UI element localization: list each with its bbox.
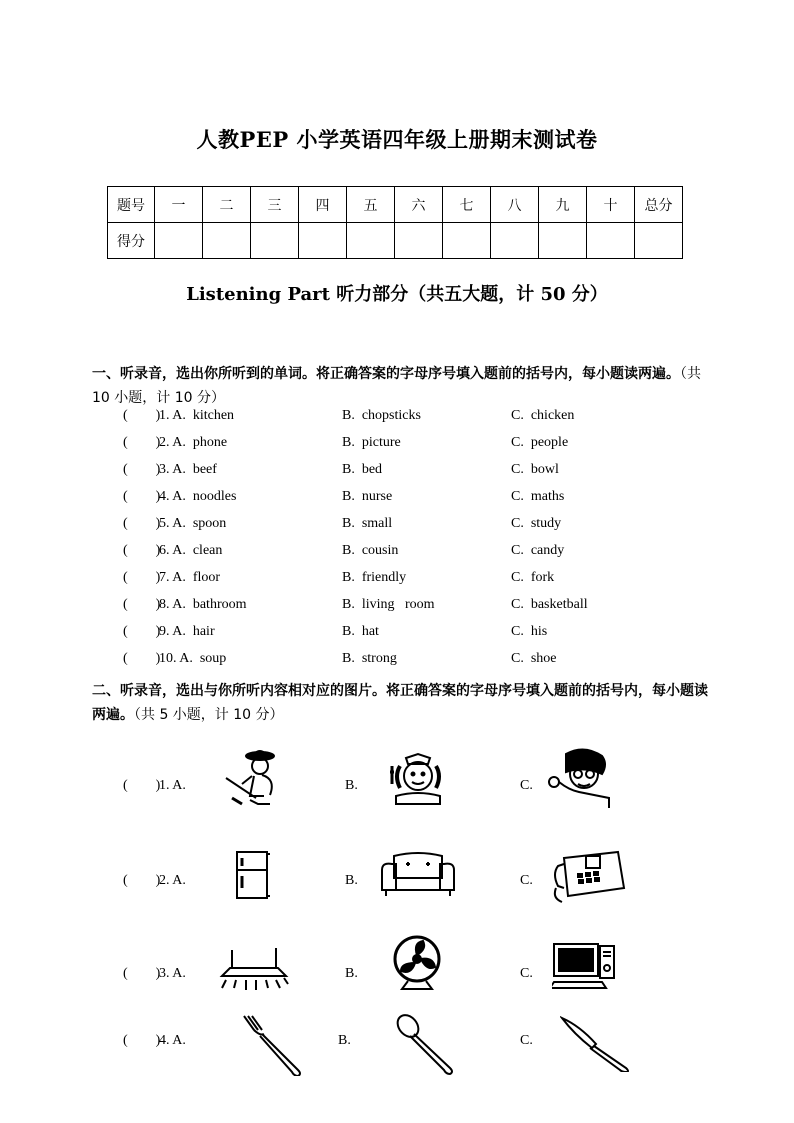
option-c: C. people [511,435,569,450]
answer-blank[interactable]: ( ) [123,516,161,531]
option-a-label: 2. A. [159,873,186,888]
option-c-label: C. [520,778,533,793]
option-b: B. hat [342,624,379,639]
option-a: 2. A. phone [159,435,228,450]
doctor-picture [548,748,614,808]
section-title: Listening Part 听力部分（共五大题，计 50 分） [186,284,608,305]
table-cell: 七 [443,187,491,223]
spoon-picture [392,1012,458,1076]
option-a: 6. A. clean [159,543,223,558]
knife-picture [560,1016,632,1072]
score-table-header-row [108,187,683,223]
question-2-heading [92,679,712,727]
option-c: C. shoe [511,651,557,666]
option-b: B. friendly [342,570,407,585]
option-b-label: B. [338,1033,351,1048]
answer-blank[interactable]: ( ) [123,624,161,639]
table-cell: 八 [491,187,539,223]
table-cell: 得分 [108,223,155,259]
table-cell: 题号 [108,187,155,223]
option-b-label: B. [345,873,358,888]
option-c-label: C. [520,1033,533,1048]
fan-picture [388,935,446,995]
sofa-picture [380,852,456,900]
option-c: C. study [511,516,562,531]
score-cell[interactable] [251,223,299,259]
option-b-label: B. [345,966,358,981]
score-cell[interactable] [587,223,635,259]
answer-blank[interactable]: ( ) [123,873,161,888]
option-b: B. living room [342,597,435,612]
list-item [0,408,794,432]
answer-blank[interactable]: ( ) [123,543,161,558]
fridge-picture [234,850,272,902]
score-cell[interactable] [203,223,251,259]
score-cell[interactable] [155,223,203,259]
answer-blank[interactable]: ( ) [123,462,161,477]
score-cell[interactable] [491,223,539,259]
table-cell: 总分 [635,187,683,223]
option-b: B. chopsticks [342,408,421,423]
option-b: B. small [342,516,393,531]
option-c: C. fork [511,570,555,585]
option-a: 7. A. floor [159,570,221,585]
list-item [0,570,794,594]
question-2-points: （共 5 小题，计 10 分） [134,707,284,723]
answer-blank[interactable]: ( ) [123,408,161,423]
cleaner-picture [222,748,288,806]
option-a: 5. A. spoon [159,516,227,531]
score-cell[interactable] [539,223,587,259]
answer-blank[interactable]: ( ) [123,1033,161,1048]
option-c: C. candy [511,543,565,558]
answer-blank[interactable]: ( ) [123,651,161,666]
list-item [0,597,794,621]
answer-blank[interactable]: ( ) [123,435,161,450]
option-a: 10. A. soup [159,651,227,666]
option-a: 9. A. hair [159,624,215,639]
list-item [0,651,794,675]
list-item [0,435,794,459]
list-item [0,543,794,567]
fork-picture [240,1014,304,1076]
option-a: 4. A. noodles [159,489,237,504]
score-cell[interactable] [299,223,347,259]
option-b: B. nurse [342,489,393,504]
light-picture [218,946,290,994]
score-cell[interactable] [395,223,443,259]
question-1-heading [92,362,712,410]
option-b: B. strong [342,651,397,666]
option-b: B. bed [342,462,383,477]
option-a-label: 3. A. [159,966,186,981]
answer-blank[interactable]: ( ) [123,489,161,504]
score-cell[interactable] [635,223,683,259]
answer-blank[interactable]: ( ) [123,966,161,981]
answer-blank[interactable]: ( ) [123,778,161,793]
page-title: 人教PEP 小学英语四年级上册期末测试卷 [196,127,598,152]
option-b: B. picture [342,435,401,450]
table-cell: 五 [347,187,395,223]
option-c: C. basketball [511,597,588,612]
score-cell[interactable] [347,223,395,259]
table-cell: 九 [539,187,587,223]
nurse-picture [382,752,452,808]
list-item [0,624,794,648]
list-item [0,516,794,540]
question-1-instruction: 一、听录音，选出你所听到的单词。将正确答案的字母序号填入题前的括号内，每小题读两遍。 [92,366,680,382]
table-cell: 一 [155,187,203,223]
score-table-score-row [108,223,683,259]
phone-picture [546,848,626,906]
table-cell: 十 [587,187,635,223]
option-a: 1. A. kitchen [159,408,235,423]
answer-blank[interactable]: ( ) [123,570,161,585]
option-b: B. cousin [342,543,399,558]
answer-blank[interactable]: ( ) [123,597,161,612]
option-c-label: C. [520,873,533,888]
option-a: 3. A. beef [159,462,217,477]
computer-picture [552,942,618,992]
list-item [0,489,794,513]
option-a: 8. A. bathroom [159,597,247,612]
option-c: C. his [511,624,548,639]
score-cell[interactable] [443,223,491,259]
option-b-label: B. [345,778,358,793]
question-2-instruction: 二、听录音，选出与你所听内容相对应的图片。将正确答案的字母序号填入题前的括号内，每小题读两遍。 [92,683,708,723]
table-cell: 二 [203,187,251,223]
option-c-label: C. [520,966,533,981]
option-a-label: 1. A. [159,778,186,793]
option-a-label: 4. A. [159,1033,186,1048]
question-1-points: （共 10 小题，计 10 分） [92,366,701,406]
table-cell: 三 [251,187,299,223]
table-cell: 六 [395,187,443,223]
table-cell: 四 [299,187,347,223]
option-c: C. chicken [511,408,575,423]
score-table [107,186,683,259]
option-c: C. bowl [511,462,559,477]
option-c: C. maths [511,489,565,504]
list-item [0,462,794,486]
